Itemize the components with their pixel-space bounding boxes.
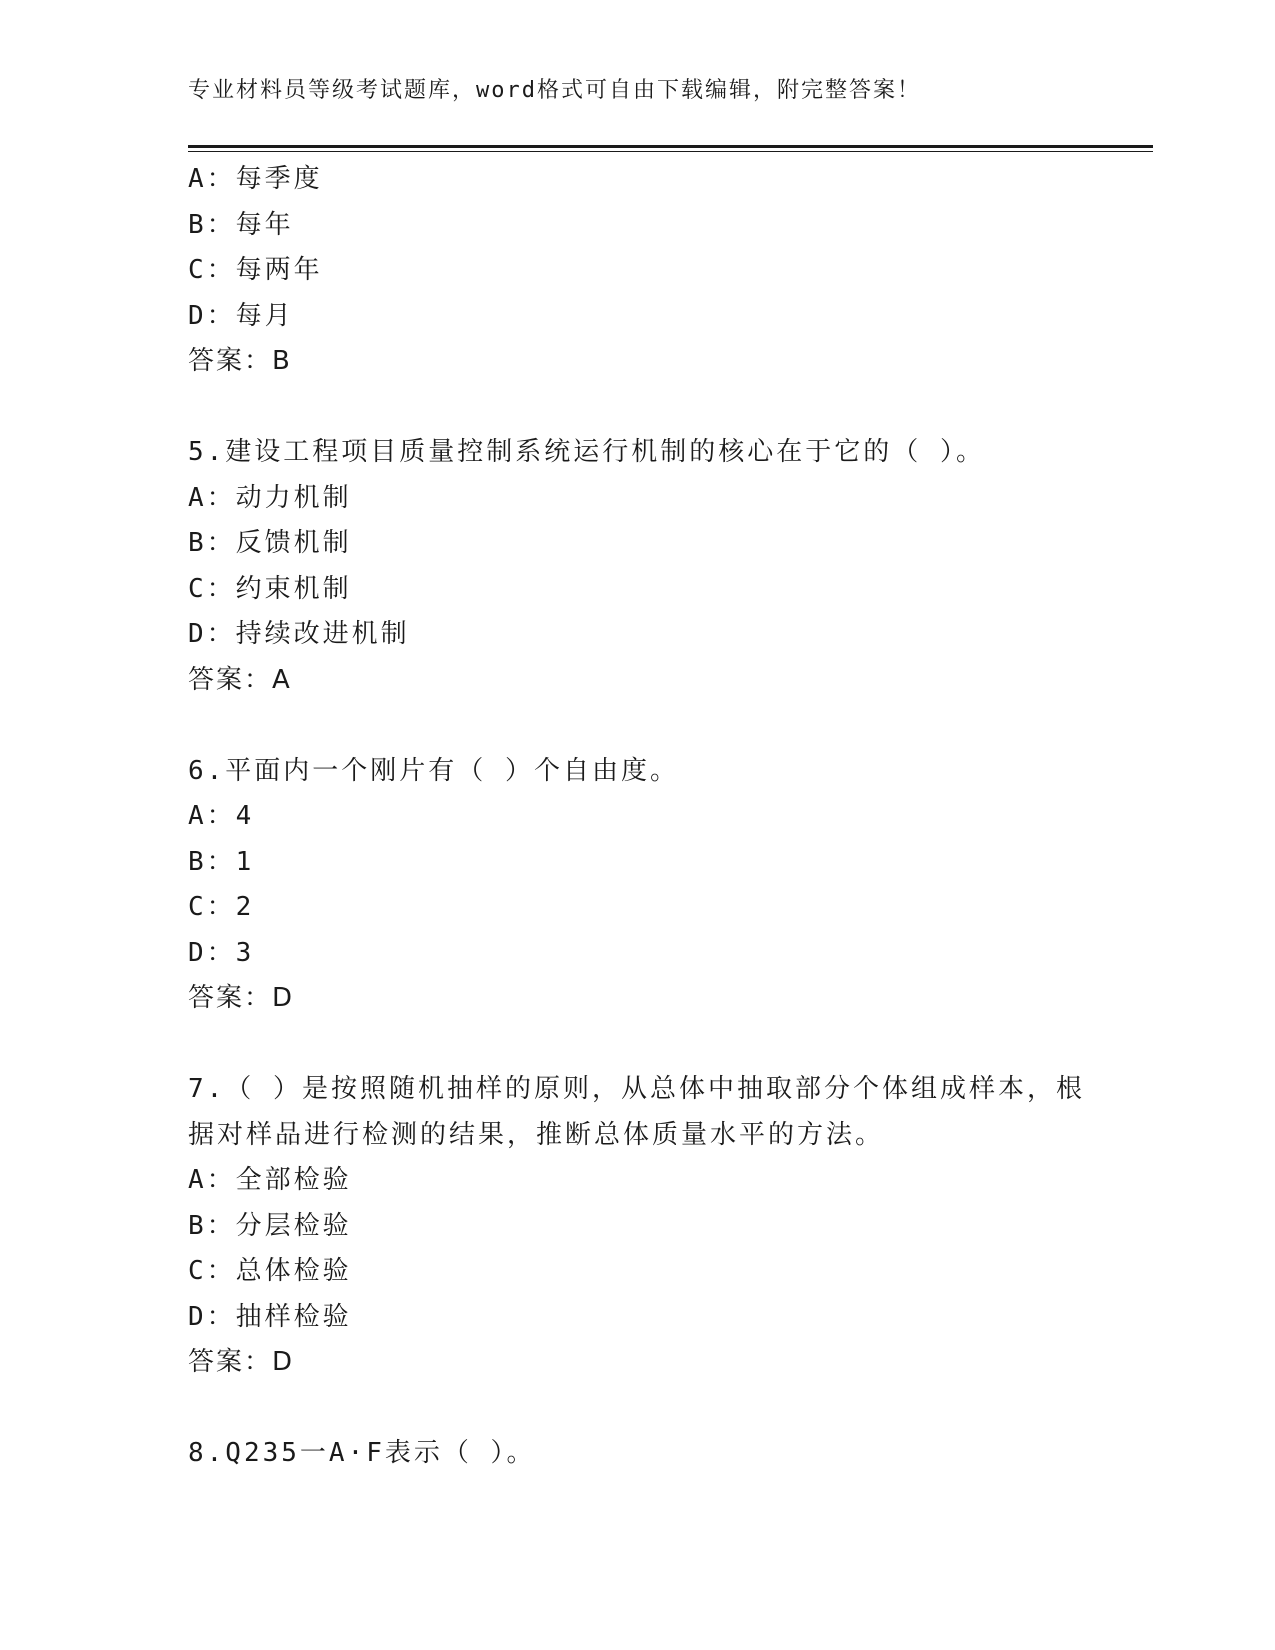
question-stem-line-2: 据对样品进行检测的结果，推断总体质量水平的方法。 [188, 1119, 885, 1150]
option-b: B：分层检验 [188, 1210, 352, 1241]
option-c: C：2 [188, 892, 255, 922]
option-d: D：抽样检验 [188, 1301, 352, 1332]
question-4-fragment [188, 157, 1088, 385]
header-rule-thin [188, 151, 1153, 152]
option-a: A：每季度 [188, 164, 323, 194]
question-stem-line-1: 7.（ ）是按照随机抽样的原则，从总体中抽取部分个体组成样本，根 [188, 1074, 1085, 1104]
document-header: 专业材料员等级考试题库，word格式可自由下载编辑，附完整答案！ [188, 78, 921, 103]
question-list [188, 157, 1088, 1477]
spacer [188, 385, 1088, 431]
option-b: B：反馈机制 [188, 528, 352, 558]
option-c: C：总体检验 [188, 1256, 352, 1286]
question-7 [188, 1067, 1088, 1386]
option-c: C：约束机制 [188, 573, 352, 604]
answer: 答案：D [188, 983, 295, 1013]
option-d: D：3 [188, 937, 255, 968]
option-a: A：动力机制 [188, 482, 352, 513]
option-a: A：4 [188, 801, 255, 831]
answer: 答案：B [188, 346, 292, 376]
header-rule-thick [188, 145, 1153, 148]
question-8 [188, 1431, 1088, 1477]
question-stem: 5.建设工程项目质量控制系统运行机制的核心在于它的（ ）。 [188, 437, 985, 467]
question-stem: 8.Q235一A·F表示（ ）。 [188, 1438, 536, 1468]
spacer [188, 703, 1088, 749]
answer: 答案：A [188, 664, 292, 695]
question-6 [188, 749, 1088, 1022]
option-d: D：每月 [188, 300, 294, 331]
option-b: B：每年 [188, 209, 294, 240]
answer: 答案：D [188, 1347, 295, 1377]
option-a: A：全部检验 [188, 1165, 352, 1195]
question-stem: 6.平面内一个刚片有（ ）个自由度。 [188, 755, 679, 786]
spacer [188, 1386, 1088, 1432]
spacer [188, 1022, 1088, 1068]
option-d: D：持续改进机制 [188, 619, 410, 649]
question-5 [188, 430, 1088, 703]
option-c: C：每两年 [188, 255, 323, 285]
option-b: B：1 [188, 846, 255, 877]
